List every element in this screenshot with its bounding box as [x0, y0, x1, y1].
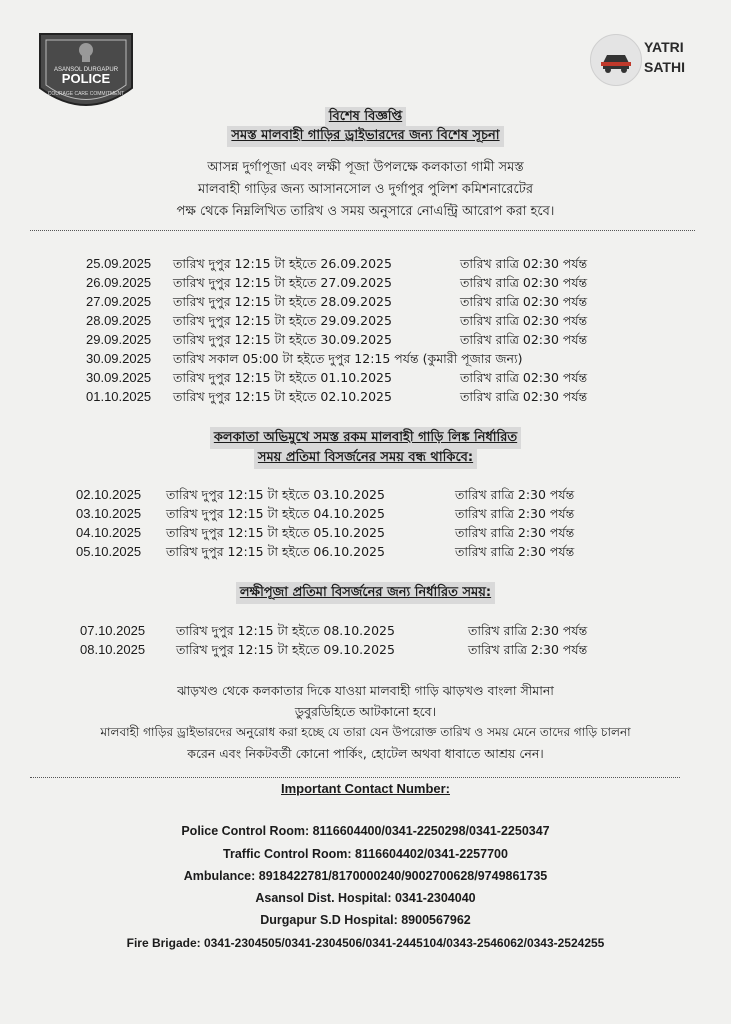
divider — [30, 777, 680, 778]
schedule-row: 08.10.2025 তারিখ দুপুর 12:15 টা হইতে 09.10.2025 তারিখ রাত্রি 2:30 পর্যন্ত — [80, 642, 588, 657]
yatri-sathi-logo — [588, 32, 703, 92]
note-line-3: মালবাহী গাড়ির ড্রাইভারদের অনুরোধ করা হচ্ছে যে তারা যেন উপরোক্ত তারিখ ও সময় মেনে তাদের গাড়ি চালনা — [100, 725, 631, 739]
contact-fire-brigade: Fire Brigade: 0341-2304505/0341-2304506/0341-2445104/0343-2546062/0343-2524255 — [126, 936, 605, 950]
yatri-text-line2: SATHI — [644, 59, 685, 75]
police-logo-motto: COURAGE CARE COMMITMENT — [47, 91, 125, 97]
schedule-row: 02.10.2025 তারিখ দুপুর 12:15 টা হইতে 03.10.2025 তারিখ রাত্রি 2:30 পর্যন্ত — [76, 487, 575, 502]
schedule-row: 30.09.2025 তারিখ সকাল 05:00 টা হইতে দুপুর 12:15 পর্যন্ত (কুমারী পূজার জন্য) — [86, 351, 523, 366]
intro-line-3: পক্ষ থেকে নিম্নলিখিত তারিখ ও সময় অনুসারে নোএন্ট্রি আরোপ করা হবে। — [176, 204, 555, 219]
schedule-row: 28.09.2025 তারিখ দুপুর 12:15 টা হইতে 29.09.2025 তারিখ রাত্রি 02:30 পর্যন্ত — [86, 313, 588, 328]
police-logo-main-text: POLICE — [61, 71, 111, 86]
contact-police-control-room: Police Control Room: 8116604400/0341-2250298/0341-2250347 — [181, 824, 550, 838]
schedule-row: 26.09.2025 তারিখ দুপুর 12:15 টা হইতে 27.09.2025 তারিখ রাত্রি 02:30 পর্যন্ত — [86, 275, 588, 290]
schedule-row: 29.09.2025 তারিখ দুপুর 12:15 টা হইতে 30.09.2025 তারিখ রাত্রি 02:30 পর্যন্ত — [86, 332, 588, 347]
contact-asansol-hospital: Asansol Dist. Hospital: 0341-2304040 — [255, 891, 476, 905]
note-line-2: ডুবুরডিহিতে আটকানো হবে। — [294, 704, 437, 719]
police-logo — [36, 30, 136, 114]
schedule-row: 04.10.2025 তারিখ দুপুর 12:15 টা হইতে 05.10.2025 তারিখ রাত্রি 2:30 পর্যন্ত — [76, 525, 575, 540]
yatri-text-line1: YATRI — [644, 39, 684, 55]
section-3-heading: লক্ষীপূজা প্রতিমা বিসর্জনের জন্য নির্ধারিত সময়: — [0, 582, 731, 604]
note-line-1: ঝাড়খণ্ড থেকে কলকাতার দিকে যাওয়া মালবাহী গাড়ি ঝাড়খণ্ড বাংলা সীমানা — [177, 683, 554, 698]
schedule-row: 30.09.2025 তারিখ দুপুর 12:15 টা হইতে 01.10.2025 তারিখ রাত্রি 02:30 পর্যন্ত — [86, 370, 588, 385]
note-line-4: করেন এবং নিকটবর্তী কোনো পার্কিং, হোটেল অথবা ধাবাতে আশ্রয় নেন। — [187, 746, 544, 761]
schedule-row: 01.10.2025 তারিখ দুপুর 12:15 টা হইতে 02.10.2025 তারিখ রাত্রি 02:30 পর্যন্ত — [86, 389, 588, 404]
schedule-row: 07.10.2025 তারিখ দুপুর 12:15 টা হইতে 08.10.2025 তারিখ রাত্রি 2:30 পর্যন্ত — [80, 623, 588, 638]
contact-durgapur-hospital: Durgapur S.D Hospital: 8900567962 — [260, 913, 471, 927]
schedule-row: 25.09.2025 তারিখ দুপুর 12:15 টা হইতে 26.09.2025 তারিখ রাত্রি 02:30 পর্যন্ত — [86, 256, 588, 271]
notice-title: বিশেষ বিজ্ঞপ্তি — [0, 107, 731, 128]
schedule-row: 03.10.2025 তারিখ দুপুর 12:15 টা হইতে 04.10.2025 তারিখ রাত্রি 2:30 পর্যন্ত — [76, 506, 575, 521]
intro-line-1: আসন্ন দুর্গাপূজা এবং লক্ষী পূজা উপলক্ষে কলকাতা গামী সমস্ত — [207, 160, 524, 175]
schedule-row: 27.09.2025 তারিখ দুপুর 12:15 টা হইতে 28.09.2025 তারিখ রাত্রি 02:30 পর্যন্ত — [86, 294, 588, 309]
police-logo-top-text: ASANSOL DURGAPUR — [53, 67, 119, 73]
contact-traffic-control-room: Traffic Control Room: 8116604402/0341-2257700 — [223, 847, 508, 861]
car-icon — [590, 34, 642, 86]
contacts-title: Important Contact Number: — [281, 781, 450, 796]
contact-ambulance: Ambulance: 8918422781/8170000240/9002700628/9749861735 — [183, 869, 548, 883]
intro-line-2: মালবাহী গাড়ির জন্য আসানসোল ও দুর্গাপুর পুলিশ কমিশনারেটের — [198, 182, 533, 197]
notice-subtitle: সমস্ত মালবাহী গাড়ির ড্রাইভারদের জন্য বিশেষ সূচনা — [0, 126, 731, 147]
section-2-heading-line-1: কলকাতা অভিমুখে সমস্ত রকম মালবাহী গাড়ি লিঙ্ক নির্ধারিত — [0, 427, 731, 449]
divider — [30, 230, 695, 231]
schedule-row: 05.10.2025 তারিখ দুপুর 12:15 টা হইতে 06.10.2025 তারিখ রাত্রি 2:30 পর্যন্ত — [76, 544, 575, 559]
section-2-heading-line-2: সময় প্রতিমা বিসর্জনের সময় বন্ধ থাকিবে: — [0, 447, 731, 469]
